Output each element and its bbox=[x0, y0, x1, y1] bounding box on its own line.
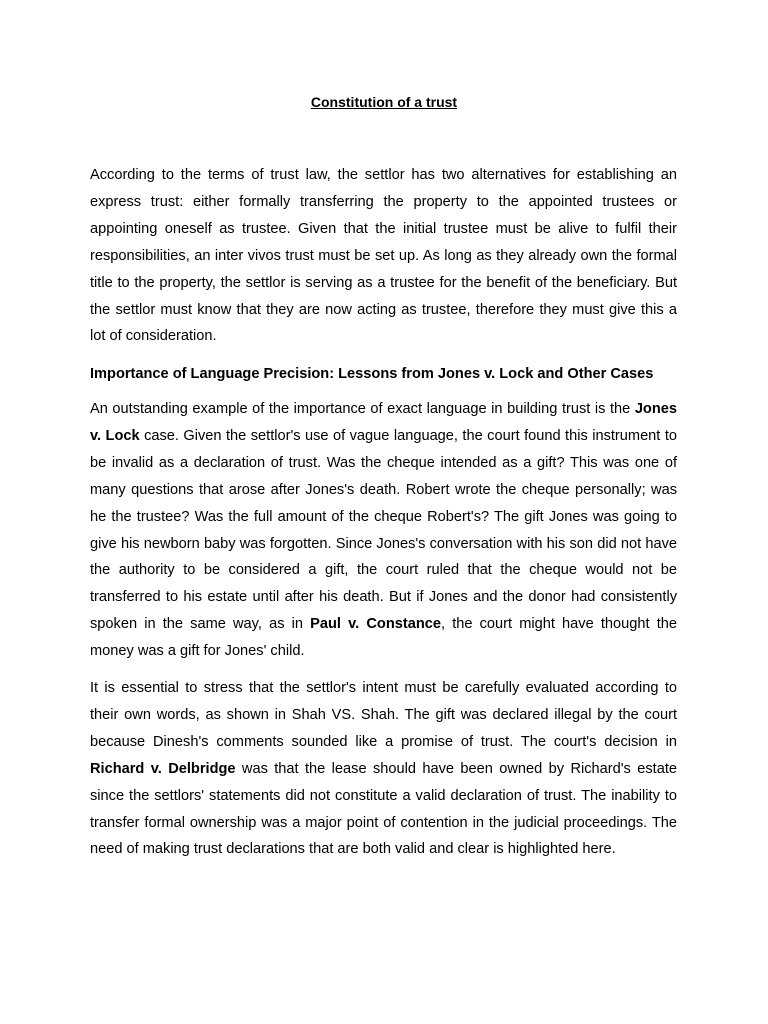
section-heading: Importance of Language Precision: Lessons from Jones v. Lock and Other Cases bbox=[90, 366, 654, 382]
case-name-paul-v-constance: Paul v. Constance bbox=[310, 616, 441, 633]
paragraph-text: , the court might have thought the money was a gift for Jones' child. bbox=[90, 616, 677, 660]
case-name-jones-v-lock: Jones v. Lock bbox=[90, 401, 677, 444]
paragraph-text: An outstanding example of the importance of exact language in building trust is the bbox=[90, 401, 635, 417]
paragraph-text: case. Given the settlor's use of vague language, the court found this instrument to be invalid as a declaration of trust. Was the cheque intended as a gift? This was one of many questions that arose after Jones's death. Robert wrote the cheque personally; was he the trustee? Was the full amount of the cheque Robert's? The gift Jones was going to give his newborn baby was forgotten. Since Jones's conversation with his son did not have the authority to be considered a gift, the court ruled that the cheque would not be transferred to his estate until after his death. But if Jones and the donor had consistently spoken in the same way, as in bbox=[90, 427, 677, 633]
document-title: Constitution of a trust bbox=[310, 94, 458, 110]
case-name-richard-v-delbridge: Richard v. Delbridge bbox=[90, 760, 236, 777]
paragraph-settlor-intent bbox=[90, 675, 677, 863]
paragraph-text: It is essential to stress that the settlor's intent must be carefully evaluated according to their own words, as shown in Shah VS. Shah. The gift was declared illegal by the court because Dinesh's comments sounded like a promise of trust. The court's decision in bbox=[90, 680, 677, 750]
paragraph-intro: According to the terms of trust law, the settlor has two alternatives for establishing an express trust: either formally transferring the property to the appointed trustees or appointing oneself as trustee. Given that the initial trustee must be alive to fulfil their responsibilities, an inter vivos trust must be set up. As long as they already own the formal title to the property, the settlor is serving as a trustee for the benefit of the beneficiary. But the settlor must know that they are now acting as trustee, therefore they must give this a lot of consideration. bbox=[90, 167, 677, 345]
paragraph-jones-v-lock bbox=[90, 396, 677, 665]
paragraph-text: was that the lease should have been owned by Richard's estate since the settlors' statements did not constitute a valid declaration of trust. The inability to transfer formal ownership was a major point of contention in the judicial proceedings. The need of making trust declarations that are both valid and clear is highlighted here. bbox=[90, 760, 677, 858]
